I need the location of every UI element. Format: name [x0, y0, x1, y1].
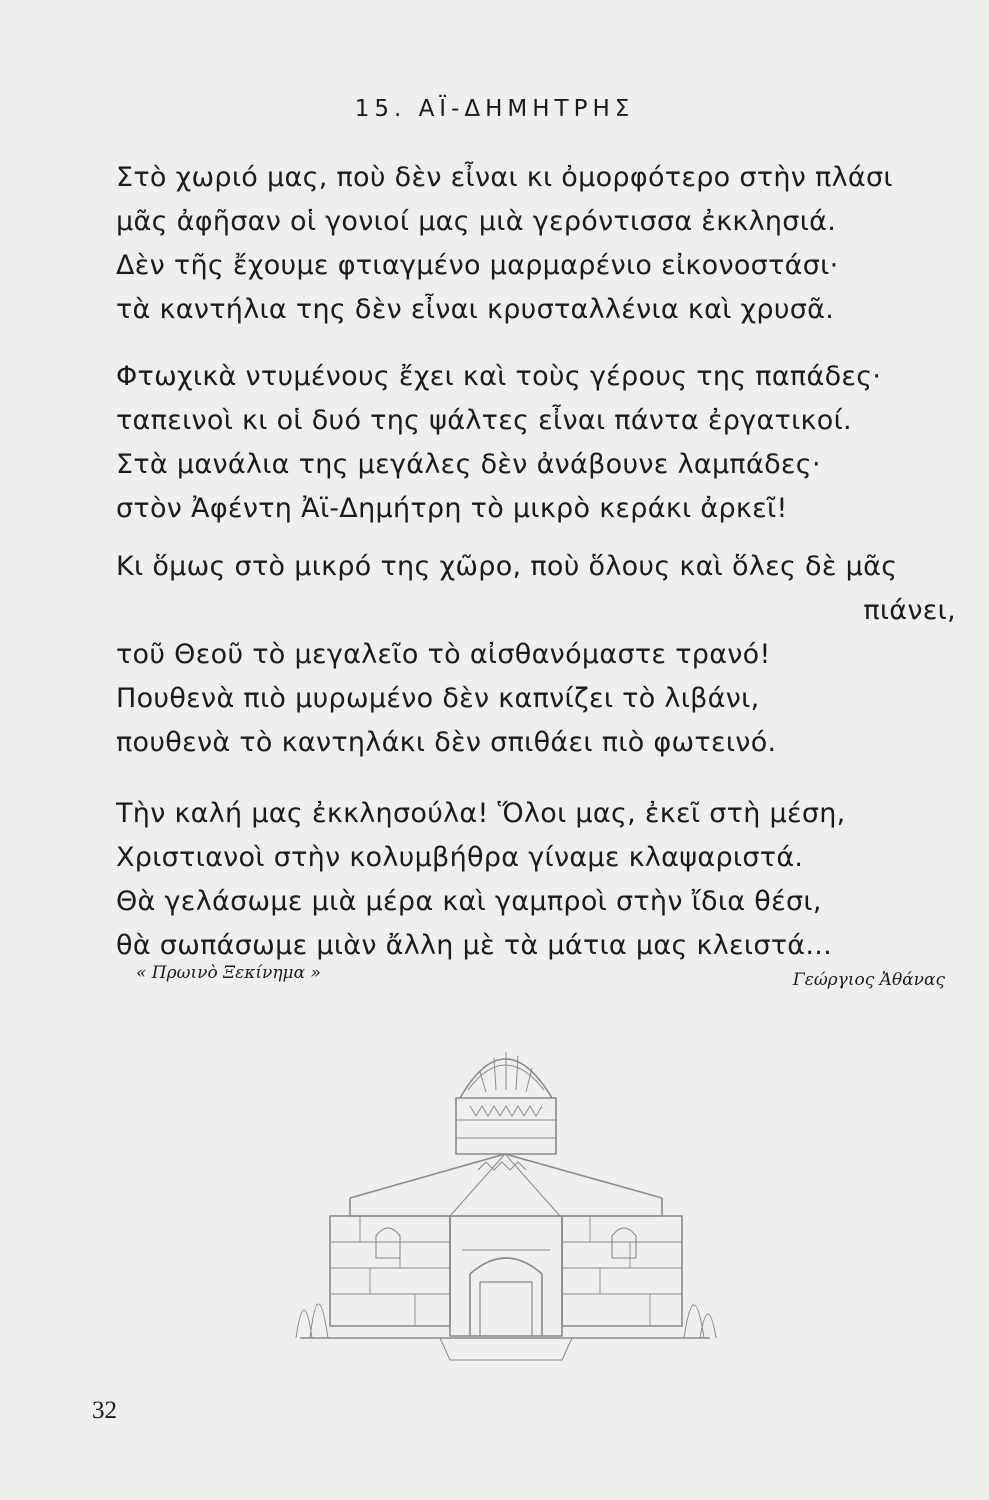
author-name: Γεώργιος Ἀθάνας — [792, 970, 945, 990]
stanza-1 — [116, 156, 966, 332]
poem-line: Κι ὅμως στὸ μικρό της χῶρο, ποὺ ὅλους καὶ ὅλες δὲ μᾶς — [116, 551, 898, 582]
poem-line: τὰ καντήλια της δὲν εἶναι κρυσταλλένια καὶ χρυσᾶ. — [116, 294, 835, 325]
poem-line: Τὴν καλή μας ἐκκλησούλα! Ὅλοι μας, ἐκεῖ στὴ μέση, — [116, 798, 846, 829]
stanza-4 — [116, 792, 966, 968]
poem-line: στὸν Ἀφέντη Ἀϊ-Δημήτρη τὸ μικρὸ κεράκι ἀρκεῖ! — [116, 493, 788, 524]
poem-line: Θὰ γελάσωμε μιὰ μέρα καὶ γαμπροὶ στὴν ἴδια θέσι, — [116, 886, 822, 917]
poem-line: θὰ σωπάσωμε μιὰν ἄλλη μὲ τὰ μάτια μας κλειστά... — [116, 930, 833, 961]
poem-line: τοῦ Θεοῦ τὸ μεγαλεῖο τὸ αἰσθανόμαστε τρανό! — [116, 639, 771, 670]
poem-line: Δὲν τῆς ἔχουμε φτιαγμένο μαρμαρένιο εἰκονοστάσι· — [116, 250, 839, 281]
page-number: 32 — [92, 1397, 117, 1424]
poem-line: Χριστιανοὶ στὴν κολυμβήθρα γίναμε κλαψαριστά. — [116, 842, 804, 873]
poem-line: Πουθενὰ πιὸ μυρωμένο δὲν καπνίζει τὸ λιβάνι, — [116, 683, 760, 714]
poem-line: Στὰ μανάλια της μεγάλες δὲν ἀνάβουνε λαμπάδες· — [116, 449, 821, 480]
source-citation: « Πρωινὸ Ξεκίνημα » — [136, 963, 321, 983]
poem-line-continuation: πιάνει, — [863, 595, 956, 626]
stanza-3 — [116, 545, 966, 765]
poem-title: 15. ΑΪ-ΔΗΜΗΤΡΗΣ — [354, 96, 635, 122]
poem-line: Στὸ χωριό μας, ποὺ δὲν εἶναι κι ὀμορφότερο στὴν πλάσι — [116, 162, 893, 193]
church-illustration — [290, 1020, 720, 1380]
stanza-2 — [116, 355, 966, 531]
poem-line: ταπεινοὶ κι οἱ δυό της ψάλτες εἶναι πάντα ἐργατικοί. — [116, 405, 852, 436]
poem-line: Φτωχικὰ ντυμένους ἔχει καὶ τοὺς γέρους της παπάδες· — [116, 361, 882, 392]
poem-line: πουθενὰ τὸ καντηλάκι δὲν σπιθάει πιὸ φωτεινό. — [116, 727, 777, 758]
poem-line: μᾶς ἀφῆσαν οἱ γονιοί μας μιὰ γερόντισσα ἐκκλησιά. — [116, 206, 837, 237]
